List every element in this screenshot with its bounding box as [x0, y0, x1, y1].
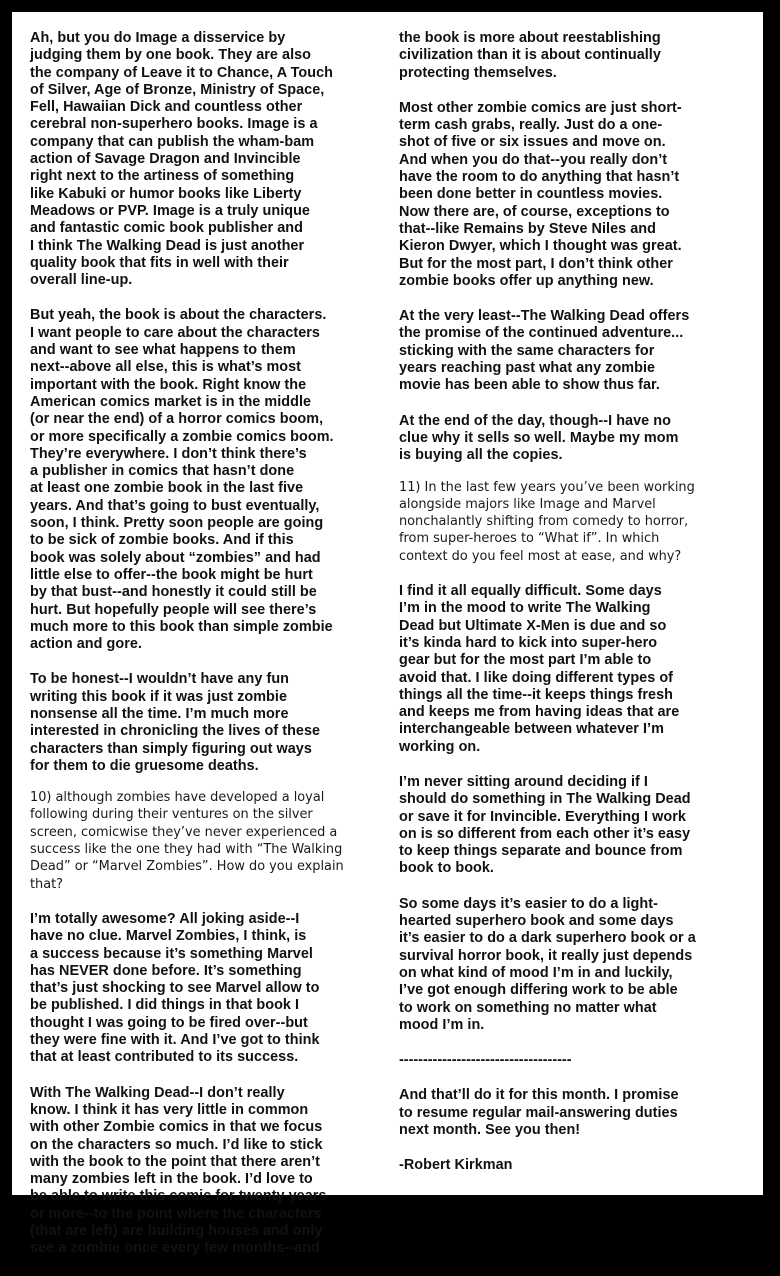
answer-paragraph: At the end of the day, though--I have no clue why it sells so well. Maybe my mom is buying all the copies.	[399, 412, 679, 464]
answer-paragraph: Ah, but you do Image a disservice by judging them by one book. They are also the company of Leave it to Chance, A Touch of Silver, Age of Bronze, Ministry of Space, Fell, Hawaiian Dick and countless other cerebral non-superhero books. Image is a company that can publish the wham-bam action of Savage Dragon and Invincible right next to the artiness of something like Kabuki or humor books like Liberty Meadows or PVP. Image is a truly unique and fantastic comic book publisher and I think The Walking Dead is just another quality book that fits in well with their overall line-up.	[30, 30, 334, 289]
answer-paragraph: the book is more about reestablishing civilization than it is about continually protecting themselves.	[399, 30, 661, 81]
closing-paragraph: And that’ll do it for this month. I promise to resume regular mail-answering duties next month. See you then!	[399, 1087, 679, 1139]
answer-paragraph: At the very least--The Walking Dead offers the promise of the continued adventure... sticking with the same characters for years reaching past what any zombie movie has been able to show thus far.	[399, 308, 690, 394]
answer-paragraph: To be honest--I wouldn’t have any fun writing this book if it was just zombie nonsense all the time. I’m much more interested in chronicling the lives of these characters than simply figuring out ways for them to die gruesome deaths.	[30, 671, 321, 774]
answer-paragraph: I find it all equally difficult. Some days I’m in the mood to write The Walking Dead but Ultimate X-Men is due and so it’s kinda hard to kick into super-hero gear but for the most part I’m able to avoid that. I like doing different types of things all the time--it keeps things fresh and keeps me from having ideas that are interchangeable between whatever I’m working on.	[399, 583, 680, 755]
answer-paragraph: But yeah, the book is about the characters. I want people to care about the characters and want to see what happens to them next--above all else, this is what’s most important with the book. Right know the American comics market is in the middle (or near the end) of a horror comics boom, or more specifically a zombie comics boom. They’re everywhere. I don’t think there’s a publisher in comics that hasn’t done at least one zombie book in the last five years. And that’s going to bust eventually, soon, I think. Pretty soon people are going to be sick of zombie books. And if this book was solely about “zombies” and had little else to offer--the book might be hurt by that bust--and honestly it could still be hurt. But hopefully people will see there’s much more to this book than simple zombie action and gore.	[30, 307, 334, 653]
answer-paragraph: So some days it’s easier to do a light- hearted superhero book and some days it’s easier to do a dark superhero book or a survival horror book, it really just depends on what kind of mood I’m in and luckily, I’ve got enough differing work to be able to work on something no matter what mood I’m in.	[399, 895, 696, 1033]
right-column	[399, 30, 749, 1193]
section-divider: ------------------------------------	[399, 1052, 572, 1069]
interview-question-10: 10) although zombies have developed a loyal following during their ventures on the silver screen, comicwise they’ve never experienced a success like the one they had with “The Walking Dead” or “Marvel Zombies”. How do you explain that?	[30, 790, 344, 892]
letters-page	[12, 12, 763, 1257]
author-signature: -Robert Kirkman	[399, 1157, 513, 1174]
answer-paragraph: I’m totally awesome? All joking aside--I have no clue. Marvel Zombies, I think, is a success because it’s something Marvel has NEVER done before. It’s something that’s just shocking to see Marvel allow to be published. I did things in that book I thought I was going to be fired over--but they were fine with it. And I’ve got to think that at least contributed to its success.	[30, 910, 320, 1066]
answer-paragraph: With The Walking Dead--I don’t really know. I think it has very little in common with other Zombie comics in that we focus on the characters so much. I’d like to stick with the book to the point that there aren’t many zombies left in the book. I’d love to be able to write this comic for twenty years or more--to the point where the characters (that are left) are building houses and only see a zombie once every few months--and	[30, 1084, 327, 1257]
left-column	[30, 30, 386, 1276]
answer-paragraph: Most other zombie comics are just short- term cash grabs, really. Just do a one- shot of five or six issues and move on. And when you do that--you really don’t have the room to do anything that hasn’t been done better in countless movies. Now there are, of course, exceptions to that--like Remains by Steve Niles and Kieron Dwyer, which I thought was great. But for the most part, I don’t think other zombie books offer up anything new.	[399, 99, 682, 289]
interview-question-11: 11) In the last few years you’ve been working alongside majors like Image and Marvel nonchalantly shifting from comedy to horror, from super-heroes to “What if”. In which context do you feel most at ease, and why?	[399, 479, 695, 564]
answer-paragraph: I’m never sitting around deciding if I should do something in The Walking Dead or save it for Invincible. Everything I work on is so different from each other it’s easy to keep things separate and bounce from book to book.	[399, 773, 691, 877]
